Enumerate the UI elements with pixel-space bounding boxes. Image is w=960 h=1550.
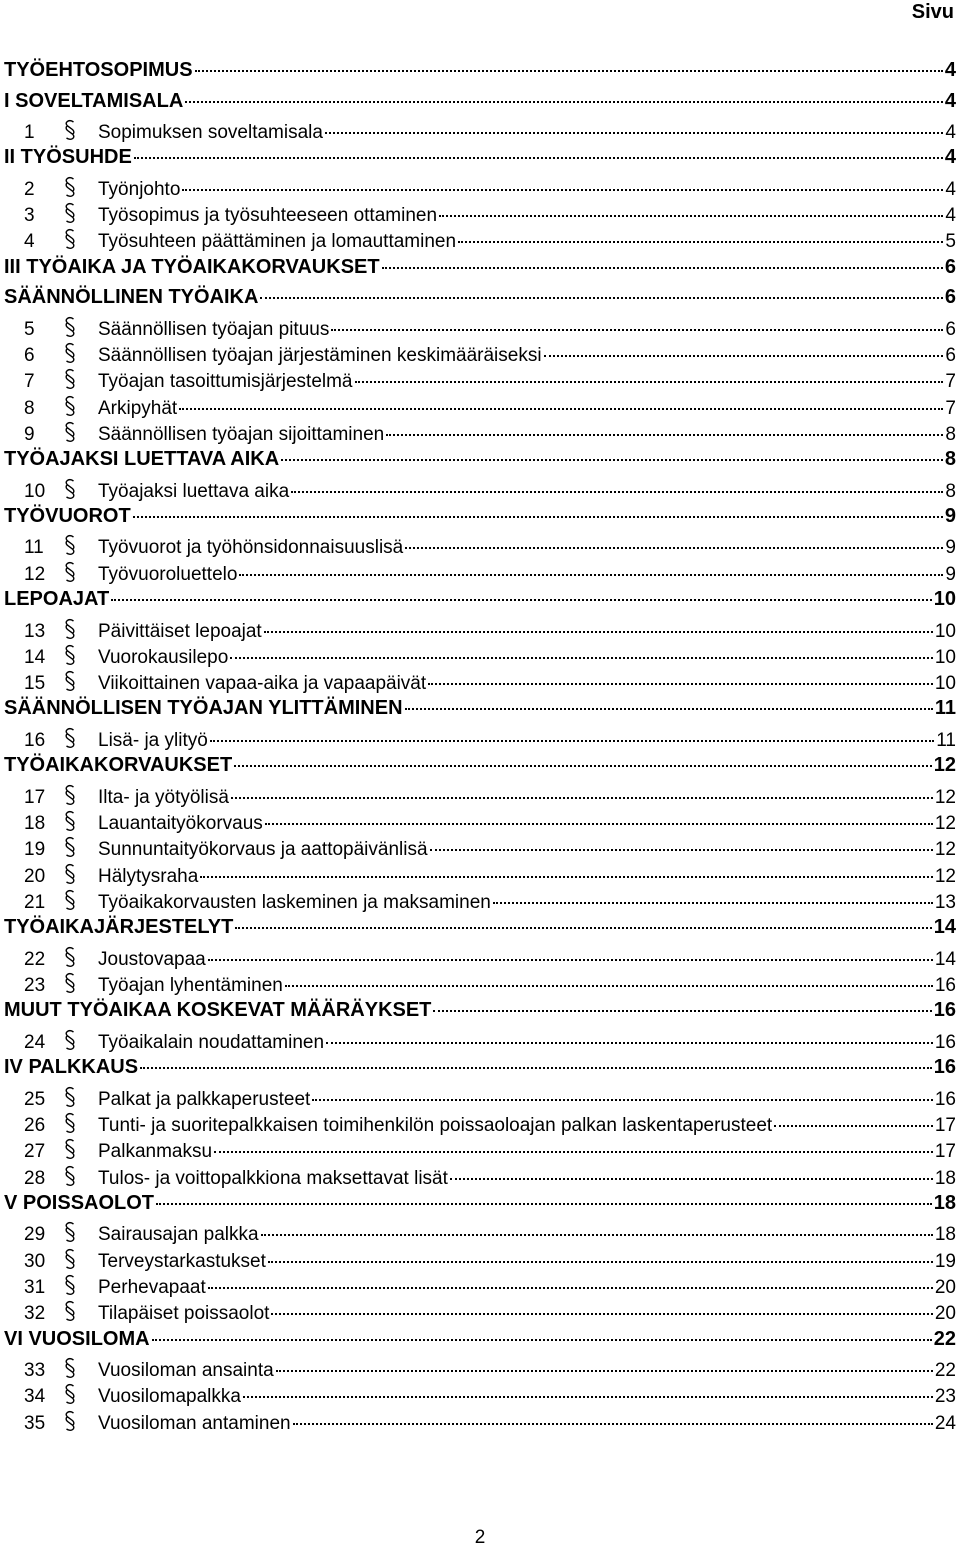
toc-page-number: 17 — [934, 1114, 956, 1136]
toc-title: Päivittäiset lepoajat — [98, 620, 262, 642]
section-sign-icon — [64, 478, 98, 500]
section-number: 24 — [24, 1031, 46, 1053]
toc-entry[interactable] — [4, 173, 956, 199]
section-sign-icon — [64, 1029, 98, 1051]
section-number: 9 — [24, 423, 35, 445]
section-sign-icon — [64, 836, 98, 858]
toc-title: TYÖAJAKSI LUETTAVA AIKA — [4, 448, 280, 471]
dot-leader — [285, 985, 933, 987]
section-sign-icon — [64, 863, 98, 885]
toc-page-number: 10 — [934, 620, 956, 642]
toc-page-number: 14 — [934, 948, 956, 970]
toc-entry[interactable] — [4, 1109, 956, 1135]
toc-page-number: 18 — [934, 1224, 956, 1246]
section-number: 31 — [24, 1276, 46, 1298]
dot-leader — [235, 927, 931, 929]
toc-page-number: 12 — [933, 754, 956, 777]
section-number: 16 — [24, 729, 46, 751]
toc-heading[interactable] — [4, 1052, 956, 1083]
toc-page-number: 7 — [945, 397, 956, 419]
toc-page-number: 16 — [934, 1031, 956, 1053]
dot-leader — [281, 459, 943, 461]
toc-entry[interactable] — [4, 969, 956, 995]
toc-page-number: 10 — [933, 588, 956, 611]
toc-title: IV PALKKAUS — [4, 1056, 139, 1079]
toc-title: Tilapäiset poissaolot — [98, 1303, 270, 1325]
section-number: 20 — [24, 865, 46, 887]
toc-entry[interactable] — [4, 943, 956, 969]
toc-page-number: 16 — [934, 1088, 956, 1110]
toc-title: Vuorokausilepo — [98, 646, 229, 668]
dot-leader — [152, 1339, 932, 1341]
toc-title: Arkipyhät — [98, 397, 178, 419]
dot-leader — [331, 329, 943, 331]
toc-entry[interactable] — [4, 1162, 956, 1188]
section-sign-icon — [64, 1410, 98, 1432]
section-number: 1 — [24, 122, 35, 143]
toc-page-number: 4 — [945, 205, 956, 227]
toc-page-number: 4 — [944, 89, 956, 112]
toc-page-number: 8 — [945, 480, 956, 502]
toc-heading[interactable] — [4, 912, 956, 943]
dot-leader — [195, 70, 943, 72]
toc-entry[interactable] — [4, 558, 956, 584]
toc-page-number: 17 — [934, 1141, 956, 1163]
toc-title: I SOVELTAMISALA — [4, 89, 184, 112]
toc-title: Työajaksi luettava aika — [98, 480, 290, 502]
dot-leader — [774, 1125, 933, 1127]
section-number: 14 — [24, 646, 46, 668]
dot-leader — [493, 902, 933, 904]
toc-heading[interactable] — [4, 252, 956, 283]
section-sign-icon — [64, 972, 98, 994]
toc-title: Säännöllisen työajan sijoittaminen — [98, 423, 385, 445]
toc-entry[interactable] — [4, 724, 956, 750]
toc-title: Tulos- ja voittopalkkiona maksettavat lisät — [98, 1167, 448, 1189]
toc-title: Työnjohto — [98, 178, 181, 200]
section-number: 6 — [24, 344, 35, 366]
toc-entry[interactable] — [4, 860, 956, 886]
section-sign-icon — [64, 228, 98, 250]
toc-title: TYÖVUOROT — [4, 504, 131, 527]
toc-heading[interactable] — [4, 1324, 956, 1355]
toc-heading[interactable] — [4, 55, 956, 86]
dot-leader — [439, 215, 943, 217]
toc-heading[interactable] — [4, 142, 956, 173]
section-number: 30 — [24, 1250, 46, 1272]
toc-entry[interactable] — [4, 667, 956, 693]
section-number: 19 — [24, 839, 46, 861]
dot-leader — [405, 708, 933, 710]
section-number: 26 — [24, 1114, 46, 1136]
section-number: 32 — [24, 1303, 46, 1325]
toc-entry[interactable] — [4, 418, 956, 444]
toc-title: Sunnuntaityökorvaus ja aattopäivänlisä — [98, 839, 428, 861]
toc-entry[interactable] — [4, 781, 956, 807]
dot-leader — [208, 959, 933, 961]
section-sign-icon — [64, 1274, 98, 1296]
section-number: 23 — [24, 975, 46, 997]
section-sign-icon — [64, 1248, 98, 1270]
toc-page-number: 23 — [934, 1386, 956, 1408]
toc-entry[interactable] — [4, 339, 956, 365]
toc-page-number: 16 — [934, 975, 956, 997]
toc-title: Työsuhteen päättäminen ja lomauttaminen — [98, 231, 457, 253]
section-number: 3 — [24, 205, 35, 227]
section-number: 29 — [24, 1224, 46, 1246]
toc-title: Työaikalain noudattaminen — [98, 1031, 325, 1053]
section-sign-icon — [64, 946, 98, 968]
section-sign-icon — [64, 342, 98, 364]
toc-entry[interactable] — [4, 1380, 956, 1406]
dot-leader — [243, 1396, 933, 1398]
toc-title: Työajan tasoittumisjärjestelmä — [98, 371, 353, 393]
section-number: 27 — [24, 1141, 46, 1163]
section-sign-icon — [64, 1138, 98, 1160]
toc-heading[interactable] — [4, 282, 956, 313]
toc-title: TYÖAIKAJÄRJESTELYT — [4, 916, 234, 939]
toc-entry[interactable] — [4, 392, 956, 418]
toc-page-number: 12 — [934, 865, 956, 887]
section-number: 34 — [24, 1386, 46, 1408]
dot-leader — [271, 1313, 932, 1315]
section-sign-icon — [64, 1357, 98, 1379]
toc-title: SÄÄNNÖLLISEN TYÖAJAN YLITTÄMINEN — [4, 697, 403, 720]
dot-leader — [185, 101, 943, 103]
toc-entry[interactable] — [4, 531, 956, 557]
toc-title: Viikoittainen vapaa-aika ja vapaapäivät — [98, 673, 427, 695]
dot-leader — [293, 1423, 933, 1425]
toc-title: Sairausajan palkka — [98, 1224, 259, 1246]
toc-entry[interactable] — [4, 313, 956, 339]
dot-leader — [133, 516, 943, 518]
section-sign-icon — [64, 1300, 98, 1322]
dot-leader — [312, 1099, 933, 1101]
section-sign-icon — [64, 784, 98, 806]
toc-title: TYÖAIKAKORVAUKSET — [4, 754, 233, 777]
dot-leader — [261, 1234, 933, 1236]
toc-heading[interactable] — [4, 86, 956, 117]
section-number: 35 — [24, 1412, 46, 1434]
section-sign-icon — [64, 176, 98, 198]
dot-leader — [111, 599, 932, 601]
section-sign-icon — [64, 1221, 98, 1243]
dot-leader — [326, 1042, 933, 1044]
toc-page-number: 7 — [945, 371, 956, 393]
toc-page-number: 4 — [944, 59, 956, 81]
toc-page-number: 20 — [934, 1303, 956, 1325]
page-column-label: Sivu — [911, 1, 954, 23]
toc-page-number: 22 — [934, 1360, 956, 1381]
section-sign-icon — [64, 119, 98, 141]
toc-page-number: 6 — [944, 255, 956, 278]
toc-heading[interactable] — [4, 584, 956, 615]
toc-entry[interactable] — [4, 615, 956, 641]
toc-title: Lisä- ja ylityö — [98, 729, 208, 751]
toc-title: Ilta- ja yötyölisä — [98, 786, 229, 808]
toc-page-number: 20 — [934, 1276, 956, 1298]
toc-page-number: 6 — [945, 318, 956, 340]
toc-title: Säännöllisen työajan pituus — [98, 318, 330, 340]
toc-entry[interactable] — [4, 1083, 956, 1109]
toc-title: Joustovapaa — [98, 948, 206, 970]
page-number: 2 — [474, 1527, 486, 1548]
dot-leader — [265, 823, 933, 825]
toc-page-number: 24 — [934, 1412, 956, 1434]
section-sign-icon — [64, 421, 98, 443]
toc-page-number: 9 — [945, 537, 956, 559]
toc-title: Työsopimus ja työsuhteeseen ottaminen — [98, 205, 438, 227]
toc-page-number: 16 — [933, 1056, 956, 1079]
section-number: 21 — [24, 891, 46, 913]
section-sign-icon — [64, 889, 98, 911]
toc-title: Tunti- ja suoritepalkkaisen toimihenkilön poissaoloajan palkan laskentaperusteet — [98, 1114, 773, 1136]
section-number: 12 — [24, 563, 46, 585]
dot-leader — [260, 297, 942, 299]
dot-leader — [433, 1010, 931, 1012]
dot-leader — [234, 765, 932, 767]
toc-page-number: 16 — [933, 999, 956, 1022]
toc-page-number: 10 — [934, 673, 956, 695]
table-of-contents — [4, 55, 956, 1433]
dot-leader — [214, 1151, 933, 1153]
toc-title: Terveystarkastukset — [98, 1250, 266, 1272]
toc-page-number: 12 — [934, 813, 956, 835]
toc-entry[interactable] — [4, 1245, 956, 1271]
section-sign-icon — [64, 368, 98, 390]
toc-title: Säännöllisen työajan järjestäminen keskimääräiseksi — [98, 344, 542, 366]
toc-entry[interactable] — [4, 225, 956, 251]
dot-leader — [355, 381, 944, 383]
toc-page-number: 22 — [933, 1327, 956, 1350]
dot-leader — [458, 241, 943, 243]
toc-page-number: 18 — [933, 1191, 956, 1214]
toc-page-number: 18 — [934, 1167, 956, 1189]
toc-entry[interactable] — [4, 1297, 956, 1323]
section-number: 10 — [24, 480, 46, 502]
section-sign-icon — [64, 316, 98, 338]
toc-title: Vuosiloman ansainta — [98, 1360, 274, 1381]
dot-leader — [156, 1203, 932, 1205]
toc-page-number: 4 — [945, 122, 956, 143]
toc-title: Työvuoroluettelo — [98, 563, 238, 585]
dot-leader — [430, 849, 933, 851]
toc-heading[interactable] — [4, 501, 956, 532]
toc-heading[interactable] — [4, 750, 956, 781]
toc-entry[interactable] — [4, 475, 956, 501]
section-number: 2 — [24, 178, 35, 200]
toc-page-number: 4 — [944, 146, 956, 169]
toc-heading[interactable] — [4, 693, 956, 724]
toc-entry[interactable] — [4, 833, 956, 859]
toc-heading[interactable] — [4, 1188, 956, 1219]
toc-entry[interactable] — [4, 807, 956, 833]
dot-leader — [450, 1178, 933, 1180]
section-sign-icon — [64, 644, 98, 666]
toc-page-number: 11 — [936, 729, 956, 751]
dot-leader — [182, 189, 943, 191]
toc-entry[interactable] — [4, 1218, 956, 1244]
dot-leader — [134, 157, 943, 159]
section-sign-icon — [64, 618, 98, 640]
section-sign-icon — [64, 727, 98, 749]
toc-title: Työajan lyhentäminen — [98, 975, 283, 997]
section-number: 7 — [24, 371, 35, 393]
dot-leader — [179, 408, 943, 410]
section-number: 5 — [24, 318, 35, 340]
dot-leader — [200, 876, 933, 878]
section-sign-icon — [64, 1112, 98, 1134]
section-number: 28 — [24, 1167, 46, 1189]
toc-page-number: 6 — [945, 344, 956, 366]
toc-title: TYÖEHTOSOPIMUS — [4, 59, 193, 81]
toc-entry[interactable] — [4, 1407, 956, 1433]
toc-entry[interactable] — [4, 641, 956, 667]
section-sign-icon — [64, 1165, 98, 1187]
toc-page-number: 12 — [934, 839, 956, 861]
dot-leader — [405, 547, 943, 549]
dot-leader — [264, 631, 933, 633]
section-sign-icon — [64, 1383, 98, 1405]
toc-heading[interactable] — [4, 995, 956, 1026]
section-number: 13 — [24, 620, 46, 642]
toc-page-number: 14 — [933, 916, 956, 939]
section-sign-icon — [64, 561, 98, 583]
dot-leader — [210, 740, 934, 742]
toc-title: MUUT TYÖAIKAA KOSKEVAT MÄÄRÄYKSET — [4, 999, 432, 1022]
toc-page-number: 13 — [934, 891, 956, 913]
toc-entry[interactable] — [4, 1271, 956, 1297]
section-sign-icon — [64, 810, 98, 832]
toc-entry[interactable] — [4, 1354, 956, 1380]
toc-title: III TYÖAIKA JA TYÖAIKAKORVAUKSET — [4, 255, 380, 278]
toc-title: Sopimuksen soveltamisala — [98, 122, 323, 143]
toc-page-number: 6 — [944, 286, 956, 309]
toc-entry[interactable] — [4, 116, 956, 142]
toc-page-number: 12 — [934, 786, 956, 808]
dot-leader — [325, 132, 943, 134]
toc-heading[interactable] — [4, 444, 956, 475]
toc-title: Vuosiloman antaminen — [98, 1412, 291, 1434]
toc-page-number: 11 — [934, 697, 956, 720]
toc-title: V POISSAOLOT — [4, 1191, 155, 1214]
section-number: 8 — [24, 397, 35, 419]
dot-leader — [382, 267, 943, 269]
toc-page-number: 9 — [944, 504, 956, 527]
toc-title: Hälytysraha — [98, 865, 199, 887]
section-sign-icon — [64, 534, 98, 556]
toc-title: Työaikakorvausten laskeminen ja maksaminen — [98, 891, 491, 913]
toc-page-number: 4 — [945, 178, 956, 200]
dot-leader — [544, 355, 944, 357]
section-sign-icon — [64, 670, 98, 692]
dot-leader — [386, 434, 943, 436]
dot-leader — [231, 797, 933, 799]
toc-title: VI VUOSILOMA — [4, 1327, 150, 1350]
section-number: 15 — [24, 673, 46, 695]
toc-page-number: 8 — [945, 423, 956, 445]
dot-leader — [239, 574, 943, 576]
toc-title: II TYÖSUHDE — [4, 146, 132, 169]
section-number: 4 — [24, 231, 35, 253]
section-number: 17 — [24, 786, 46, 808]
toc-title: Palkanmaksu — [98, 1141, 213, 1163]
section-number: 11 — [24, 537, 44, 559]
toc-title: Lauantaityökorvaus — [98, 813, 263, 835]
toc-page-number: 19 — [934, 1250, 956, 1272]
dot-leader — [208, 1287, 933, 1289]
section-sign-icon — [64, 202, 98, 224]
toc-title: LEPOAJAT — [4, 588, 110, 611]
toc-entry[interactable] — [4, 886, 956, 912]
dot-leader — [230, 657, 933, 659]
section-sign-icon — [64, 1086, 98, 1108]
dot-leader — [140, 1067, 932, 1069]
toc-entry[interactable] — [4, 1026, 956, 1052]
dot-leader — [268, 1261, 933, 1263]
section-number: 18 — [24, 813, 46, 835]
toc-title: SÄÄNNÖLLINEN TYÖAIKA — [4, 286, 259, 309]
section-number: 25 — [24, 1088, 46, 1110]
toc-title: Työvuorot ja työhönsidonnaisuuslisä — [98, 537, 404, 559]
section-sign-icon — [64, 395, 98, 417]
toc-entry[interactable] — [4, 199, 956, 225]
toc-title: Perhevapaat — [98, 1276, 206, 1298]
toc-page-number: 10 — [934, 646, 956, 668]
toc-title: Vuosilomapalkka — [98, 1386, 241, 1408]
section-number: 33 — [24, 1360, 46, 1381]
toc-page-number: 5 — [945, 231, 956, 253]
section-number: 22 — [24, 948, 46, 970]
toc-page-number: 8 — [944, 448, 956, 471]
dot-leader — [428, 683, 933, 685]
dot-leader — [276, 1370, 933, 1372]
dot-leader — [291, 491, 943, 493]
toc-title: Palkat ja palkkaperusteet — [98, 1088, 311, 1110]
toc-page-number: 9 — [945, 563, 956, 585]
